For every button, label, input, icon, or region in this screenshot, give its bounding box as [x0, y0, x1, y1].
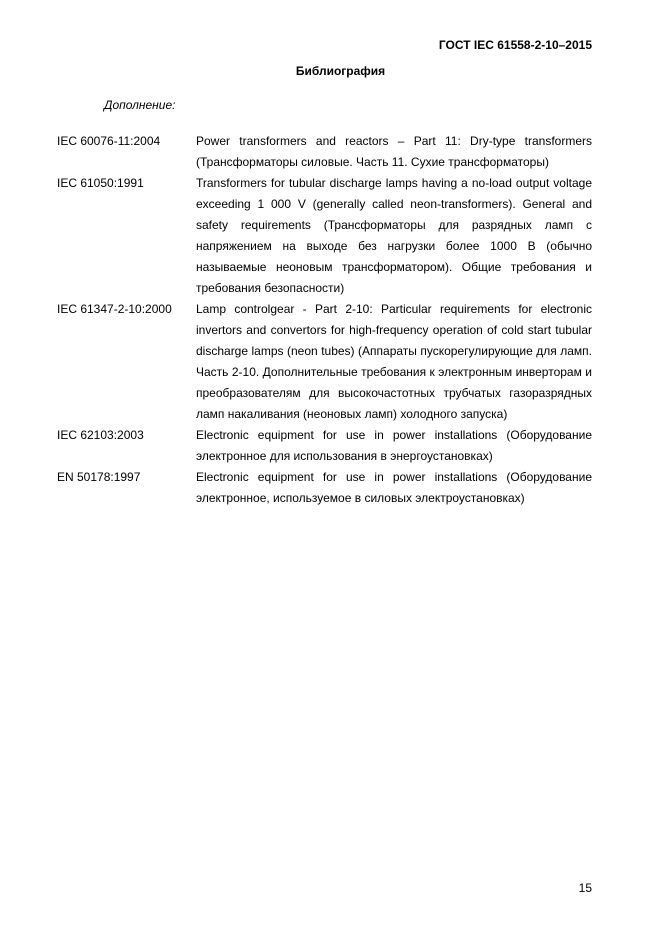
bibliography-list: [57, 131, 592, 509]
bibliography-entry: [57, 299, 592, 425]
entry-code: IEC 60076-11:2004: [57, 134, 161, 148]
bibliography-entry: [57, 425, 592, 467]
bibliography-entry: [57, 131, 592, 173]
entry-code: IEC 61050:1991: [57, 176, 144, 190]
entry-text: Power transformers and reactors – Part 11: Dry-type transformers (Трансформаторы силовые. Часть 11. Сухие трансформаторы): [196, 134, 592, 169]
entry-code: IEC 61347-2-10:2000: [57, 302, 172, 316]
document-code: ГОСТ IEC 61558-2-10–2015: [438, 38, 592, 52]
section-title: Библиография: [295, 64, 386, 78]
bibliography-entry: [57, 173, 592, 299]
entry-code: IEC 62103:2003: [57, 428, 144, 442]
entry-text: Transformers for tubular discharge lamps having a no-load output voltage exceeding 1 000 V (generally called neon-transformers). General and safety requirements (Трансформаторы для разрядных ламп с напряжением на выходе без нагрузки более 1000 В (обычно называемые неоновым трансформатором). Общие требования и требования безопасности): [196, 176, 592, 295]
entry-text: Electronic equipment for use in power installations (Оборудование электронное, используемое в силовых электроустановках): [196, 470, 592, 505]
bibliography-entry: [57, 467, 592, 509]
addition-label: Дополнение:: [104, 98, 176, 112]
page-number: 15: [578, 881, 592, 895]
entry-text: Lamp controlgear - Part 2-10: Particular requirements for electronic invertors and convertors for high-frequency operation of cold start tubular discharge lamps (neon tubes) (Аппараты пускорегулирующие для ламп. Часть 2-10. Дополнительные требования к электронным инверторам и преобразователям для высокочастотных трубчатых газоразрядных ламп накаливания (неоновых ламп) холодного запуска): [196, 302, 592, 421]
entry-text: Electronic equipment for use in power installations (Оборудование электронное для использования в энергоустановках): [196, 428, 592, 463]
entry-code: EN 50178:1997: [57, 470, 141, 484]
